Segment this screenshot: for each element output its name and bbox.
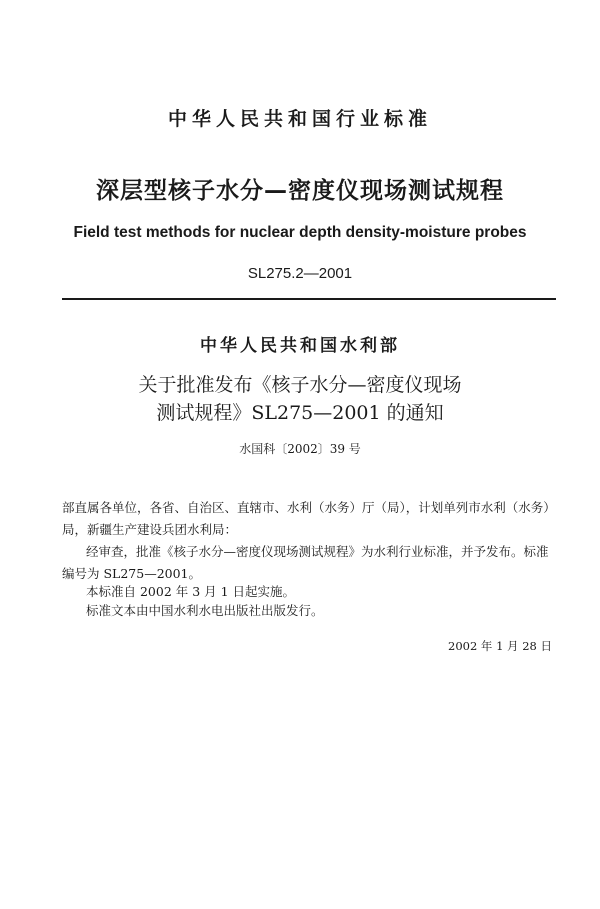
- notice-title-line-1: 关于批准发布《核子水分—密度仪现场: [138, 374, 462, 396]
- body-line-approval: 经审查，批准《核子水分—密度仪现场测试规程》为水利行业标准，并予发布。标准: [86, 544, 549, 559]
- standard-title-chinese: 深层型核子水分—密度仪现场测试规程: [96, 178, 504, 204]
- body-line-effective-date: 本标准自 2002 年 3 月 1 日起实施。: [86, 584, 296, 599]
- body-line-approval-cont: 编号为 SL275—2001。: [62, 566, 202, 581]
- body-line-addressees-cont: 局，新疆生产建设兵团水利局：: [62, 522, 238, 537]
- document-number: 水国科〔2002〕39 号: [239, 442, 361, 456]
- standard-number: SL275.2—2001: [247, 265, 353, 282]
- issue-date: 2002 年 1 月 28 日: [448, 639, 552, 653]
- notice-title-line-2: 测试规程》SL275—2001 的通知: [156, 402, 444, 424]
- header-divider: [62, 298, 556, 300]
- body-line-addressees: 部直属各单位，各省、自治区、直辖市、水利（水务）厅（局），计划单列市水利（水务）: [62, 500, 556, 515]
- standard-title-english: Field test methods for nuclear depth density-moisture probes: [73, 224, 527, 241]
- industry-standard-heading: 中华人民共和国行业标准: [167, 108, 432, 130]
- body-line-publisher: 标准文本由中国水利水电出版社出版发行。: [86, 603, 324, 618]
- ministry-heading: 中华人民共和国水利部: [200, 336, 400, 356]
